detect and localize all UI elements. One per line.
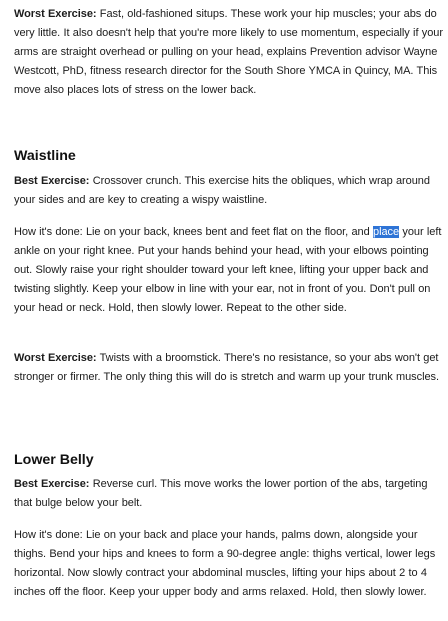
- best-exercise-paragraph: [14, 172, 448, 210]
- worst-exercise-paragraph: [14, 5, 448, 100]
- how-its-done-text-start: How it's done: Lie on your back, knees bent and feet flat on the floor, and: [14, 226, 374, 238]
- section-heading-waistline: Waistline: [14, 148, 76, 164]
- selected-text-highlight[interactable]: place: [373, 226, 400, 238]
- best-exercise-label: Best Exercise:: [14, 175, 90, 187]
- best-exercise-text: Reverse curl. This move works the lower portion of the abs, targeting that bulge below your belt.: [14, 478, 428, 509]
- best-exercise-label: Best Exercise:: [14, 478, 90, 490]
- how-its-done-paragraph: How it's done: Lie on your back and place your hands, palms down, alongside your thighs. Bend your hips and knees to form a 90-degree angle: thighs vertical, lower legs horizontal. Now slowly contract your abdominal muscles, lifting your hips about 2 to 4 inches off the floor. Keep your upper body and arms relaxed. Hold, then slowly lower.: [14, 529, 436, 598]
- best-exercise-paragraph: [14, 475, 448, 513]
- worst-exercise-text: Fast, old-fashioned situps. These work your hip muscles; your abs do very little. It also doesn't help that you're more likely to use momentum, especially if your arms are straight overhead or pulling on your head, explains Prevention advisor Wayne Westcott, PhD, fitness research director for the South Shore YMCA in Quincy, MA. This move also places lots of stress on the lower back.: [14, 8, 443, 96]
- how-its-done-paragraph: [14, 223, 448, 318]
- how-its-done-text-end: your left ankle on your right knee. Put your hands behind your head, with your elbows pointing out. Slowly raise your right shoulder toward your left knee, lifting your upper back and twisting slightly. Keep your elbow in line with your ear, not in front of you. Don't pull on your head or neck. Hold, then slowly lower. Repeat to the other side.: [14, 226, 442, 314]
- worst-exercise-label: Worst Exercise:: [14, 352, 97, 364]
- worst-exercise-text: Twists with a broomstick. There's no resistance, so your abs won't get stronger or firmer. The only thing this will do is stretch and warm up your trunk muscles.: [14, 352, 439, 383]
- worst-exercise-paragraph: [14, 349, 448, 387]
- section-heading-lower-belly: Lower Belly: [14, 452, 94, 468]
- best-exercise-text: Crossover crunch. This exercise hits the obliques, which wrap around your sides and are key to creating a wispy waistline.: [14, 175, 430, 206]
- worst-exercise-label: Worst Exercise:: [14, 8, 97, 20]
